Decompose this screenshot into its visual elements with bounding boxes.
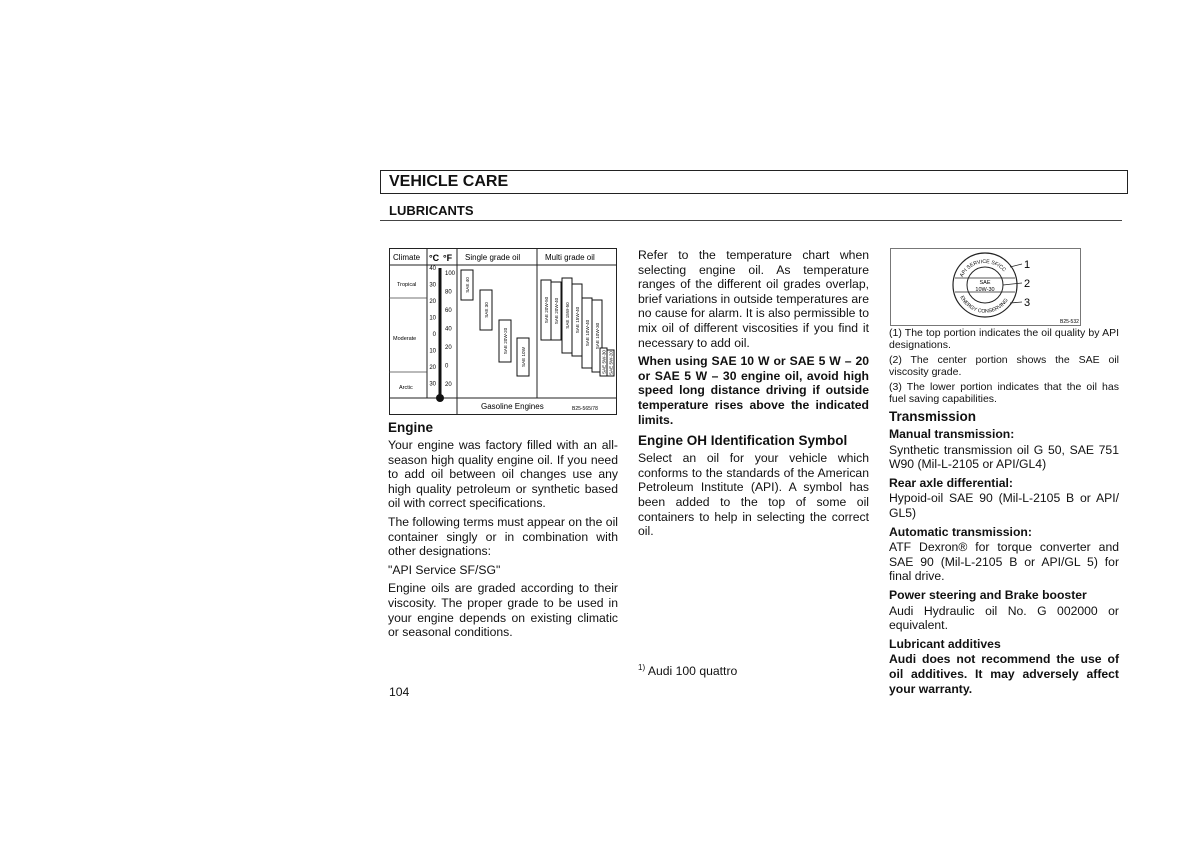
api-center-grade: 10W-30: [975, 287, 995, 293]
identification-symbol-heading: Engine OH Identification Symbol: [638, 433, 848, 449]
api-top-text: API SERVICE SF/CC: [958, 258, 1007, 279]
footnote-marker: 1): [638, 663, 646, 672]
oil-grade-bar: [600, 348, 607, 376]
lubricant-additives-label: Lubricant additives: [889, 636, 1001, 651]
power-steering-text: Audi Hydraulic oil No. G 002000 or equivalent.: [889, 603, 1119, 633]
oil-grade-label: SAE 10W-30: [595, 322, 600, 350]
celsius-tick: 10: [429, 348, 436, 355]
section-divider: [380, 220, 1122, 221]
api-bottom-text: ENERGY CONSERVING: [958, 294, 1010, 315]
oil-grade-label: SAE 20W-20: [503, 327, 508, 355]
chart-figure-id: B25-565/78: [572, 406, 598, 412]
lubricant-additives-text: Audi does not recommend the use of oil additives. It may adversely affect your warranty.: [889, 652, 1119, 696]
oil-grade-bar: [541, 280, 551, 340]
chart-unit-celsius: °C: [429, 253, 440, 263]
chart-footer-label: Gasoline Engines: [481, 402, 544, 411]
api-service-term: "API Service SF/SG": [388, 562, 501, 577]
manual-transmission-label: Manual transmission:: [889, 427, 1015, 441]
celsius-tick: 30: [429, 381, 436, 388]
api-figure-id: B25-532: [1060, 319, 1079, 325]
oil-grade-label: SAE 5W-30: [601, 350, 607, 374]
api-paragraph: Select an oil for your vehicle which conforms to the standards of the American Petroleum Institute (API). A symbol has been added to the top of some oil containers to help in selecting the correct oil.: [638, 451, 869, 539]
oil-grade-label: SAE 20W-50: [544, 296, 549, 324]
api-center-sae: SAE: [979, 280, 991, 286]
oil-grade-bar: [551, 282, 561, 340]
fahrenheit-tick: 20: [445, 382, 452, 388]
fahrenheit-tick: 60: [445, 308, 452, 314]
fahrenheit-tick: 0: [445, 363, 449, 370]
celsius-tick: 10: [429, 315, 436, 322]
celsius-tick: 40: [429, 266, 436, 272]
callout-1: 1: [1024, 259, 1031, 271]
engine-paragraph: Engine oils are graded according to their viscosity. The proper grade to be used in your engine depends on existing climatic or seasonal conditions.: [388, 581, 618, 640]
oil-grade-bar: [582, 298, 592, 368]
chart-single-grade-header: Single grade oil: [465, 253, 521, 262]
oil-grade-label: SAE 20W-40: [554, 297, 559, 325]
column-engine: [388, 420, 618, 644]
footnote-text: Audi 100 quattro: [645, 664, 738, 679]
oil-grade-label: SAE 5W-20: [608, 351, 614, 375]
oil-grade-label: SAE 10W: [521, 347, 526, 367]
oil-grade-bar: [499, 320, 511, 362]
transmission-heading: Transmission: [889, 409, 977, 424]
page-number: 104: [389, 685, 410, 699]
column-oil-selection: [638, 248, 869, 543]
oil-grade-label: SAE 40: [465, 277, 470, 293]
oil-grade-bar: [517, 338, 529, 376]
symbol-caption: (2) The center portion shows the SAE oil viscosity grade.: [889, 354, 1119, 378]
fahrenheit-tick: 100: [445, 271, 456, 277]
celsius-tick: 30: [429, 282, 436, 289]
engine-heading: Engine: [388, 420, 434, 435]
chart-multi-grade-header: Multi grade oil: [545, 253, 595, 262]
oil-grade-bar: [572, 284, 582, 356]
rear-axle-label: Rear axle differential:: [889, 475, 1013, 490]
engine-paragraph: The following terms must appear on the oil container singly or in combination with other designations:: [388, 514, 618, 559]
climate-zone-moderate: Moderate: [393, 336, 417, 342]
chapter-title: VEHICLE CARE: [389, 173, 509, 190]
manual-transmission-text: Synthetic transmission oil G 50, SAE 751 W90 (Mil-L-2105 or API/GL4): [889, 442, 1119, 472]
callout-2: 2: [1024, 278, 1031, 290]
climate-zone-arctic: Arctic: [399, 385, 413, 391]
section-title: LUBRICANTS: [389, 203, 474, 218]
oil-grade-label: SAE 10W-40: [585, 319, 590, 347]
oil-grade-bar: [461, 270, 473, 300]
oil-grade-label: SAE 15W-50: [565, 302, 570, 329]
temperature-chart-paragraph: Refer to the temperature chart when selecting engine oil. As temperature ranges of the different oil grades overlap, brief variations in outside temperatures are no cause for alarm. It is also permissible to mix oil of different viscosities if you find it necessary to add oil.: [638, 248, 870, 350]
chart-climate-header: Climate: [393, 253, 421, 262]
api-service-symbol-figure: [890, 248, 1082, 326]
oil-grade-bar: [562, 278, 572, 353]
oil-grade-bar: [480, 290, 492, 330]
climate-zone-tropical: Tropical: [397, 282, 417, 288]
rear-axle-text: Hypoid-oil SAE 90 (Mil-L-2105 B or API/ GL5): [889, 491, 1119, 520]
callout-3: 3: [1024, 297, 1031, 309]
automatic-transmission-text: ATF Dexron® for torque converter and SAE 90 (Mil-L-2105 B or API/GL 5) for final drive.: [889, 540, 1119, 584]
symbol-caption: (1) The top portion indicates the oil quality by API designations.: [889, 327, 1119, 351]
celsius-tick: 0: [432, 332, 436, 338]
symbol-caption: (3) The lower portion indicates that the oil has fuel saving capabilities.: [889, 381, 1119, 405]
high-speed-warning: When using SAE 10 W or SAE 5 W – 20 or SAE 5 W – 30 engine oil, avoid high speed long distance driving if outside temperature rises above the indicated limits.: [638, 354, 869, 427]
fahrenheit-tick: 20: [445, 345, 452, 351]
celsius-tick: 20: [429, 365, 436, 371]
engine-paragraph: Your engine was factory filled with an all-season high quality engine oil. If you need to add oil between oil changes use any high quality petroleum or synthetic based oil with correct specifications.: [388, 438, 618, 511]
automatic-transmission-label: Automatic transmission:: [889, 524, 1032, 539]
footnote: [638, 663, 737, 678]
chart-unit-fahrenheit: °F: [443, 253, 453, 263]
oil-grade-bar: [607, 350, 614, 376]
celsius-tick: 20: [429, 299, 436, 305]
power-steering-label: Power steering and Brake booster: [889, 587, 1087, 602]
fahrenheit-tick: 80: [445, 289, 452, 296]
oil-grade-label: SAE 15W-40: [575, 306, 580, 334]
chapter-header-box: [380, 170, 1128, 194]
oil-grade-label: SAE 30: [484, 302, 489, 318]
fahrenheit-tick: 40: [445, 326, 452, 333]
column-transmission: [889, 328, 1119, 700]
oil-viscosity-chart: [389, 248, 617, 415]
